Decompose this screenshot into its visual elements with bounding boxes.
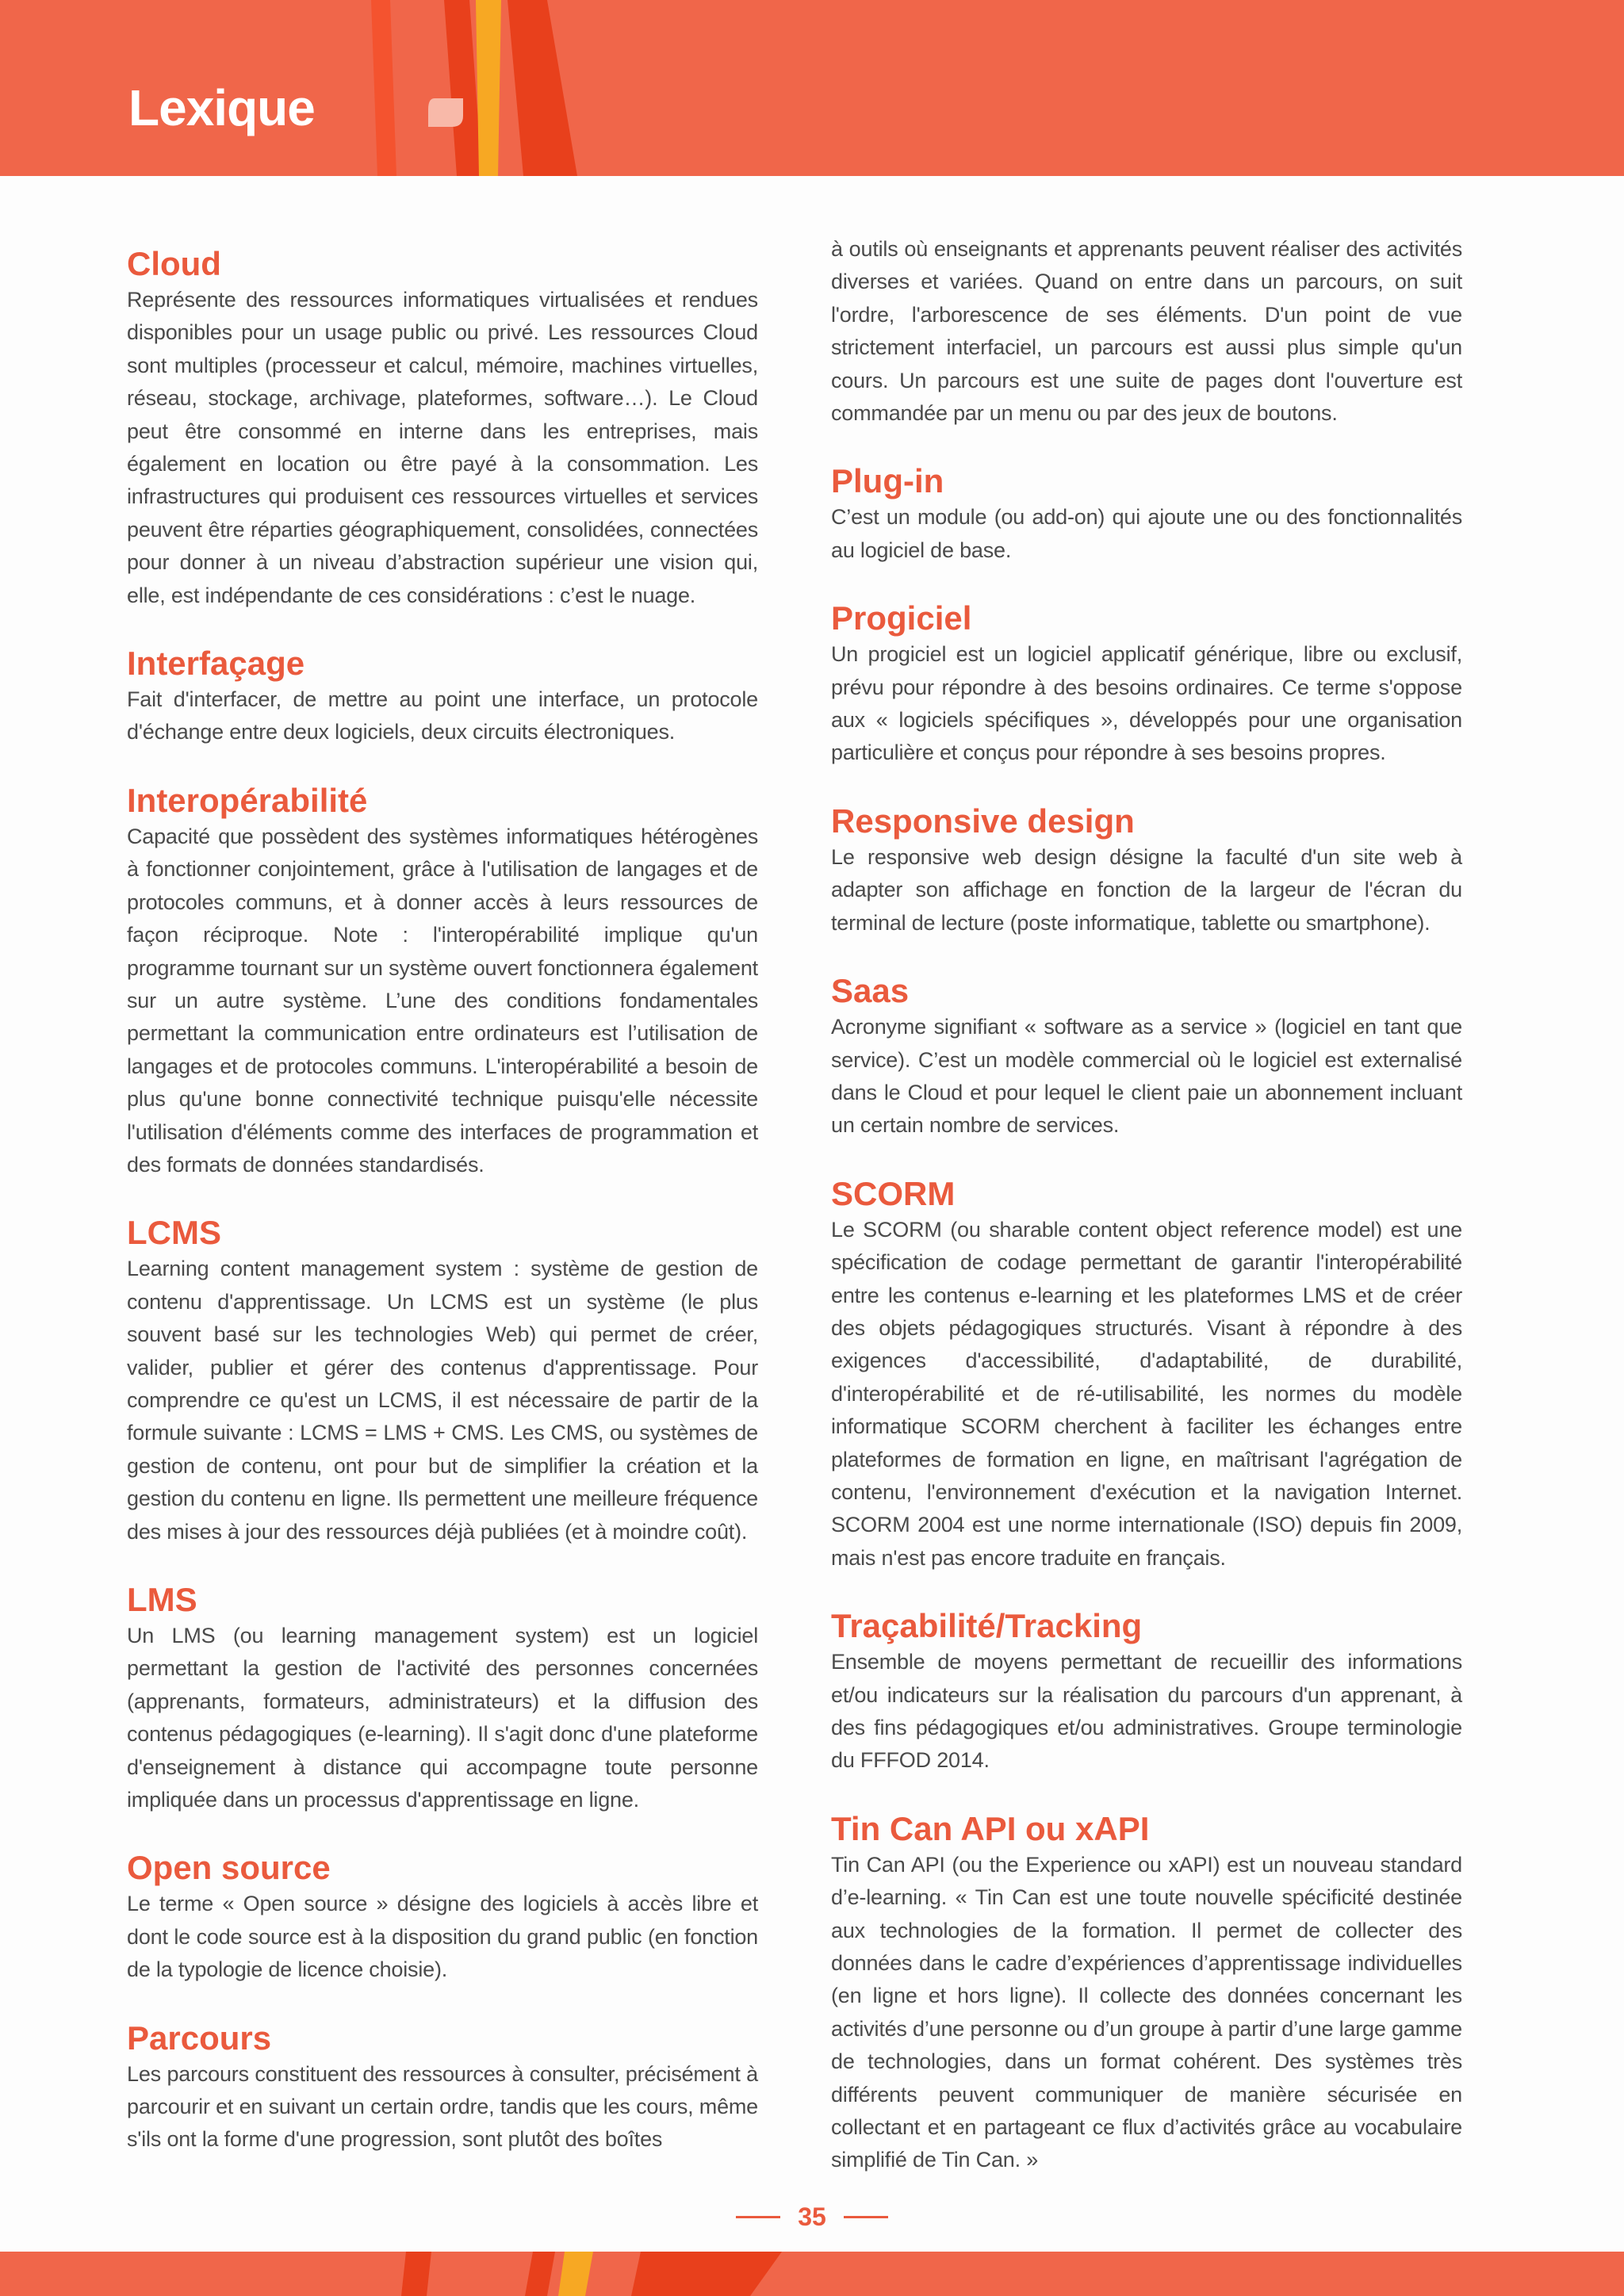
lexicon-entry-tracabilite <box>831 1606 1462 1777</box>
entry-definition: Les parcours constituent des ressources à consulter, précisément à parcourir et en suivant un certain ordre, tandis que les cours, même s'ils ont la forme d'une progression, sont plutôt des boîtes <box>127 2061 758 2152</box>
entry-definition: Tin Can API (ou the Experience ou xAPI) est un nouveau standard d’e-learning. « Tin Can est une toute nouvelle spécificité destinée aux technologies de la formation. Il permet de collecter des données dans le cadre d’expériences d’apprentissage individuelles (en ligne et hors ligne). Il collecte des données concernant les activités d’une personne ou d’un groupe à partir d’une large gamme de technologies, dans un format cohérent. Des systèmes très différents peuvent communiquer de manière sécurisée en collectant et en partageant ce flux d’activités grâce au vocabulaire simplifié de Tin Can. » <box>831 1852 1462 2172</box>
lexicon-entry-lcms <box>127 1213 758 1548</box>
page-number-block <box>0 2202 1624 2232</box>
footer-band <box>0 2252 1624 2296</box>
lexicon-entry-parcours <box>127 2019 758 2156</box>
entry-definition: Ensemble de moyens permettant de recueillir des informations et/ou indicateurs sur la réalisation du parcours d'un apprenant, à des fins pédagogiques et/ou administratives. Groupe terminologie du FFFOD 2014. <box>831 1650 1462 1773</box>
page-number: 35 <box>798 2202 826 2231</box>
lexicon-entry-plug-in <box>831 461 1462 567</box>
entry-term: Parcours <box>127 2019 272 2057</box>
entry-definition: Acronyme signifiant « software as a service » (logiciel en tant que service). C’est un modèle commercial où le logiciel est externalisé dans le Cloud et pour lequel le client paie un abonnement incluant un certain nombre de services. <box>831 1015 1462 1138</box>
entry-definition: Fait d'interfacer, de mettre au point une interface, un protocole d'échange entre deux logiciels, deux circuits électroniques. <box>127 687 758 744</box>
lexicon-entry-tin-can <box>831 1809 1462 2177</box>
entry-term: Open source <box>127 1849 331 1887</box>
lexicon-entry-interfacage <box>127 644 758 749</box>
lexicon-entry-lms <box>127 1580 758 1816</box>
leaf-icon <box>428 98 463 127</box>
lexicon-entry-saas <box>831 971 1462 1142</box>
entry-definition: Un progiciel est un logiciel applicatif générique, libre ou exclusif, prévu pour répondre à des besoins ordinaires. Ce terme s'oppose aux « logiciels spécifiques », développés pour une organisation particulière et conçus pour répondre à ses besoins propres. <box>831 642 1462 765</box>
entry-term: SCORM <box>831 1174 956 1212</box>
entry-term: Responsive design <box>831 802 1135 840</box>
page-number-rule-left <box>736 2216 780 2218</box>
lexicon-entry-open-source <box>127 1848 758 1986</box>
page-title: Lexique <box>128 79 315 136</box>
entry-term: LCMS <box>127 1214 221 1252</box>
footer-stripes-decoration <box>0 2252 1624 2296</box>
page-number-rule-right <box>844 2216 888 2218</box>
lexicon-entry-interoperabilite <box>127 781 758 1181</box>
lexicon-entry-responsive-design <box>831 802 1462 939</box>
entry-term: Progiciel <box>831 599 972 637</box>
entry-term: Saas <box>831 972 910 1010</box>
lexicon-entry-progiciel <box>831 599 1462 770</box>
entry-term: Cloud <box>127 245 221 282</box>
entry-definition: Learning content management system : système de gestion de contenu d'apprentissage. Un LCMS est un système (le plus souvent basé sur les technologies Web) qui permet de créer, valider, publier et gérer des contenus d'apprentissage. Pour comprendre ce qu'est un LCMS, il est nécessaire de partir de la formule suivante : LCMS = LMS + CMS. Les CMS, ou systèmes de gestion de contenu, ont pour but de simplifier la création et la gestion du contenu en ligne. Ils permettent une meilleure fréquence des mises à jour des ressources déjà publiées (et à moindre coût). <box>127 1257 758 1544</box>
entry-definition: Représente des ressources informatiques virtualisées et rendues disponibles pour un usage public ou privé. Les ressources Cloud sont multiples (processeur et calcul, mémoire, machines virtuelles, réseau, stockage, archivage, plateformes, software…). Le Cloud peut être consommé en interne dans les entreprises, mais également en location ou être payé à la consommation. Les infrastructures qui produisent ces ressources virtuelles et services peuvent être réparties géographiquement, consolidées, connectées pour donner à un niveau d’abstraction supérieur une vision qui, elle, est indépendante de ces considérations : c’est le nuage. <box>127 288 758 607</box>
entry-definition: Un LMS (ou learning management system) est un logiciel permettant la gestion de l'activité des personnes concernées (apprenants, formateurs, administrateurs) et la diffusion des contenus pédagogiques (e-learning). Il s'agit donc d'une plateforme d'enseignement à distance qui accompagne toute personne impliquée dans un processus d'apprentissage en ligne. <box>127 1624 758 1812</box>
header-band <box>0 0 1624 176</box>
entry-term: Traçabilité/Tracking <box>831 1607 1143 1645</box>
lexicon-left-column <box>127 244 758 2188</box>
entry-definition: Capacité que possèdent des systèmes informatiques hétérogènes à fonctionner conjointement, grâce à l'utilisation de langages et de protocoles communs, et à donner accès à leurs ressources de façon réciproque. Note : l'interopérabilité implique qu'un programme tournant sur un système ouvert fonctionnera également sur un autre système. L’une des conditions fondamentales permettant la communication entre ordinateurs est l’utilisation de langages et de protocoles communs. L'interopérabilité a besoin de plus qu'une bonne connectivité technique puisqu'elle nécessite l'utilisation d'éléments comme des interfaces de programmation et des formats de données standardisés. <box>127 824 758 1177</box>
parcours-definition-continued: à outils où enseignants et apprenants peuvent réaliser des activités diverses et variées. Quand on entre dans un parcours, on suit l'ordre, l'arborescence de ses éléments. D'un point de vue strictement interfaciel, un parcours est aussi plus simple qu'un cours. Un parcours est une suite de pages dont l'ouverture est commandée par un menu ou par des jeux de boutons. <box>831 237 1462 426</box>
lexicon-right-column <box>831 233 1462 2209</box>
entry-term: Plug-in <box>831 462 944 500</box>
entry-definition: Le SCORM (ou sharable content object reference model) est une spécification de codage permettant de garantir l'interopérabilité entre les contenus e-learning et les plateformes LMS et de créer des objets pédagogiques structurés. Visant à répondre à des exigences d'accessibilité, d'adaptabilité, de durabilité, d'interopérabilité et de ré-utilisabilité, les normes du modèle informatique SCORM cherchent à faciliter les échanges entre plateformes de formation en ligne, en maîtrisant l'agrégation de contenu, l'environnement d'exécution et la navigation Internet. SCORM 2004 est une norme internationale (ISO) depuis fin 2009, mais n'est pas encore traduite en français. <box>831 1217 1462 1570</box>
lexicon-entry-scorm <box>831 1174 1462 1575</box>
entry-term: Interfaçage <box>127 645 305 683</box>
entry-definition: C’est un module (ou add-on) qui ajoute une ou des fonctionnalités au logiciel de base. <box>831 505 1462 562</box>
entry-definition: Le terme « Open source » désigne des logiciels à accès libre et dont le code source est à la disposition du grand public (en fonction de la typologie de licence choisie). <box>127 1892 758 1982</box>
entry-term: LMS <box>127 1581 197 1618</box>
entry-definition: Le responsive web design désigne la faculté d'un site web à adapter son affichage en fonction de la largeur de l'écran du terminal de lecture (poste informatique, tablette ou smartphone). <box>831 844 1462 935</box>
entry-term: Tin Can API ou xAPI <box>831 1809 1150 1847</box>
lexicon-entry-cloud <box>127 244 758 612</box>
entry-term: Interopérabilité <box>127 781 368 819</box>
